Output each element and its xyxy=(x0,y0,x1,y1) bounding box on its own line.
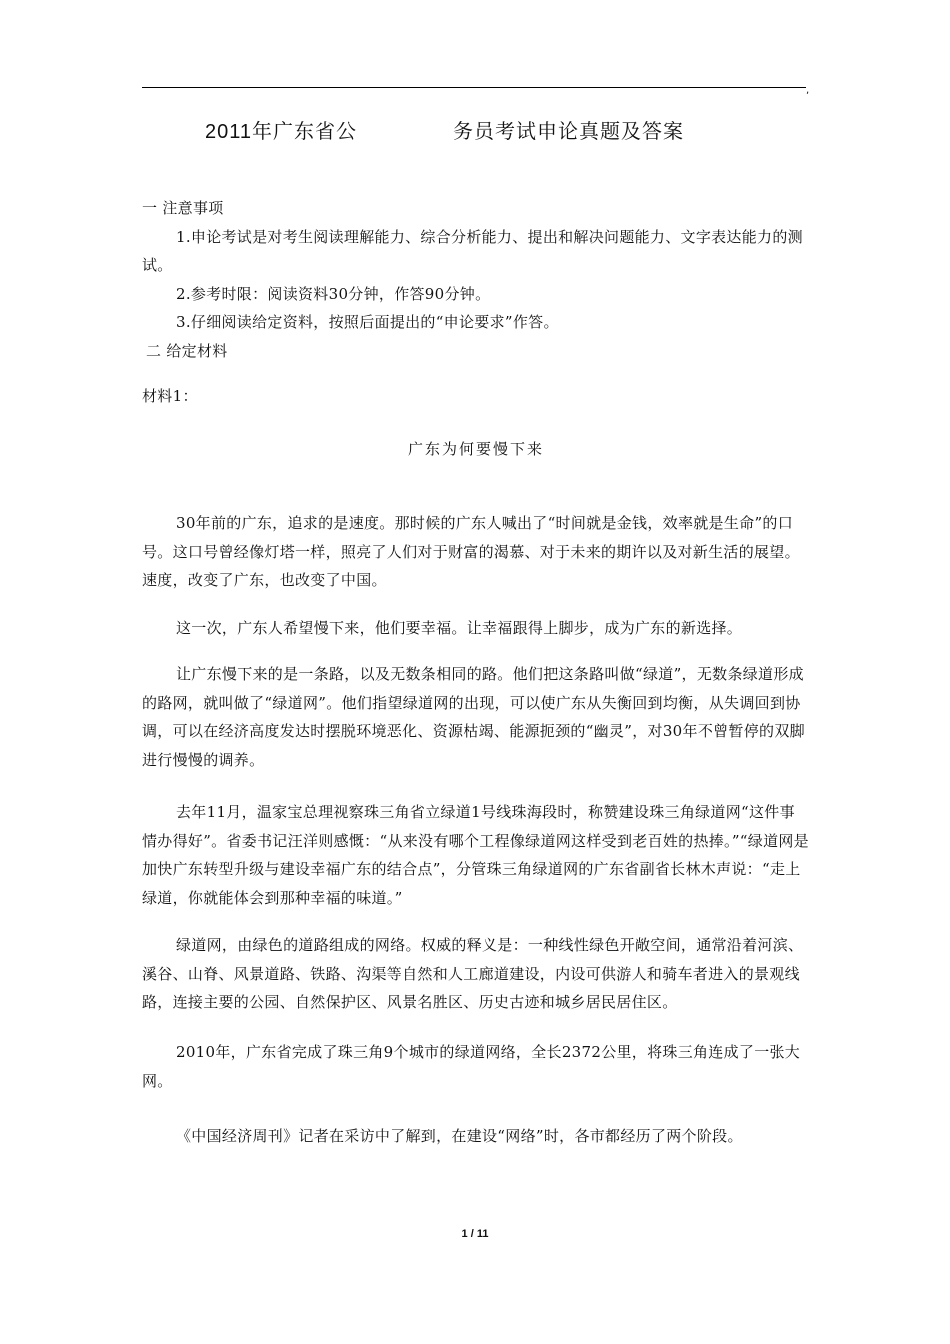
article-paragraph-4: 去年11月，温家宝总理视察珠三角省立绿道1号线珠海段时，称赞建设珠三角绿道网“这件事情办得好”。省委书记汪洋则感慨：“从来没有哪个工程像绿道网这样受到老百姓的热捧。”“绿道网是加快广东转型升级与建设幸福广东的结合点”，分管珠三角绿道网的广东省副省长林木声说：“走上绿道，你就能体会到那种幸福的味道。” xyxy=(142,803,809,907)
notes-heading: 一 注意事项 xyxy=(142,199,224,217)
article-paragraph-6: 2010年，广东省完成了珠三角9个城市的绿道网络，全长2372公里，将珠三角连成了一张大网。 xyxy=(142,1043,801,1090)
note-item-2: 2.参考时限：阅读资料30分钟，作答90分钟。 xyxy=(176,284,491,303)
article-paragraph-5: 绿道网，由绿色的道路组成的网络。权威的释义是：一种线性绿色开敞空间，通常沿着河滨、溪谷、山脊、风景道路、铁路、沟渠等自然和人工廊道建设，内设可供游人和骑车者进入的景观线路，连接主要的公园、自然保护区、风景名胜区、历史古迹和城乡居民居住区。 xyxy=(142,936,804,1011)
materials-heading: 二 给定材料 xyxy=(146,341,228,360)
article-paragraph-3: 让广东慢下来的是一条路，以及无数条相同的路。他们把这条路叫做“绿道”，无数条绿道形成的路网，就叫做了“绿道网”。他们指望绿道网的出现，可以使广东从失衡回到均衡，从失调回到协调，可以在经济高度发达时摆脱环境恶化、资源枯竭、能源扼颈的“幽灵”，对30年不曾暂停的双脚进行慢慢的调养。 xyxy=(142,665,805,769)
page-title-right: 务员考试申论真题及答案 xyxy=(453,121,685,143)
article-title: 广东为何要慢下来 xyxy=(407,440,544,458)
note-item-3: 3.仔细阅读给定资料，按照后面提出的“申论要求”作答。 xyxy=(176,313,559,331)
page-title-left: 2011年广东省公 xyxy=(205,121,358,143)
page-title xyxy=(205,118,684,146)
note-item-1: 1.申论考试是对考生阅读理解能力、综合分析能力、提出和解决问题能力、文字表达能力的测试。 xyxy=(142,227,803,274)
article-paragraph-2: 这一次，广东人希望慢下来，他们要幸福。让幸福跟得上脚步，成为广东的新选择。 xyxy=(176,619,743,637)
article-paragraph-7: 《中国经济周刊》记者在采访中了解到，在建设“网络”时，各市都经历了两个阶段。 xyxy=(176,1127,743,1145)
header-rule xyxy=(142,87,806,88)
material-label: 材料1： xyxy=(142,387,198,405)
notes-section xyxy=(142,194,810,365)
page-number: 1 / 11 xyxy=(461,1228,489,1240)
article-paragraph-1: 30年前的广东，追求的是速度。那时候的广东人喊出了“时间就是金钱，效率就是生命”的口号。这口号曾经像灯塔一样，照亮了人们对于财富的渴慕、对于未来的期许以及对新生活的展望。速度，改变了广东，也改变了中国。 xyxy=(142,514,800,589)
header-rule-mark: , xyxy=(806,85,810,96)
